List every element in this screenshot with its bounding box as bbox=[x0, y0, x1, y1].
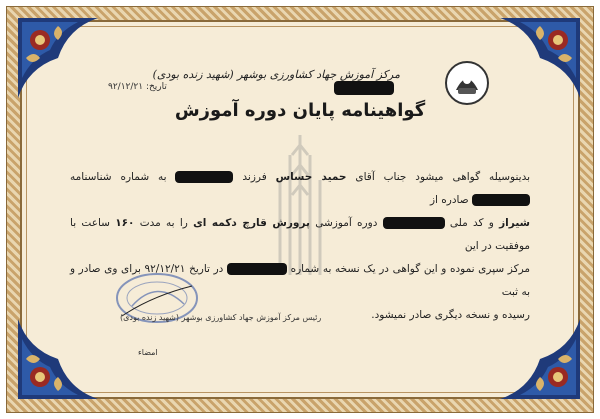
redacted-block bbox=[334, 81, 394, 95]
redacted-block bbox=[175, 171, 233, 183]
course-hours: ۱۶۰ bbox=[115, 217, 135, 229]
organization-name: مرکز آموزش جهاد کشاورزی بوشهر (شهید زنده بودی) bbox=[140, 68, 400, 95]
issue-date: تاریخ: ۹۲/۱۲/۲۱ bbox=[108, 82, 167, 92]
corner-ornament-top-left bbox=[18, 18, 98, 98]
corner-ornament-bottom-right bbox=[500, 319, 580, 399]
body-text: به شماره شناسنامه bbox=[70, 171, 167, 183]
body-text: مرکز سپری نموده و این گواهی در یک نسخه به شماره bbox=[290, 263, 530, 275]
signatory-title: رئیس مرکز آموزش جهاد کشاورزی بوشهر (شهید زنده بودی) bbox=[120, 313, 322, 322]
body-text: صادره از bbox=[429, 194, 469, 206]
body-text: رسیده و نسخه دیگری صادر نمیشود. bbox=[371, 309, 530, 321]
recipient-name: حمید حساس bbox=[275, 171, 347, 183]
certificate-title: گواهینامه پایان دوره آموزش bbox=[174, 100, 426, 121]
body-text: بدینوسیله گواهی میشود جناب آقای bbox=[355, 171, 530, 183]
body-text: را به مدت bbox=[139, 217, 188, 229]
corner-ornament-bottom-left bbox=[18, 319, 98, 399]
corner-ornament-top-right bbox=[500, 18, 580, 98]
body-text: فرزند bbox=[242, 171, 267, 183]
body-text: ساعت با موفقیت در این bbox=[70, 217, 530, 252]
redacted-block bbox=[383, 217, 445, 229]
issue-city: شیراز bbox=[499, 217, 530, 229]
course-name: پرورش قارچ دکمه ای bbox=[193, 217, 310, 229]
redacted-block bbox=[472, 194, 530, 206]
signature-label: امضاء bbox=[138, 348, 158, 357]
body-text: در تاریخ ۹۲/۱۲/۲۱ برای وی صادر و به ثبت bbox=[70, 263, 530, 298]
organization-logo-icon bbox=[444, 60, 490, 106]
body-text: دوره آموزشی bbox=[315, 217, 378, 229]
body-text: و کد ملی bbox=[449, 217, 494, 229]
redacted-block bbox=[227, 263, 287, 275]
